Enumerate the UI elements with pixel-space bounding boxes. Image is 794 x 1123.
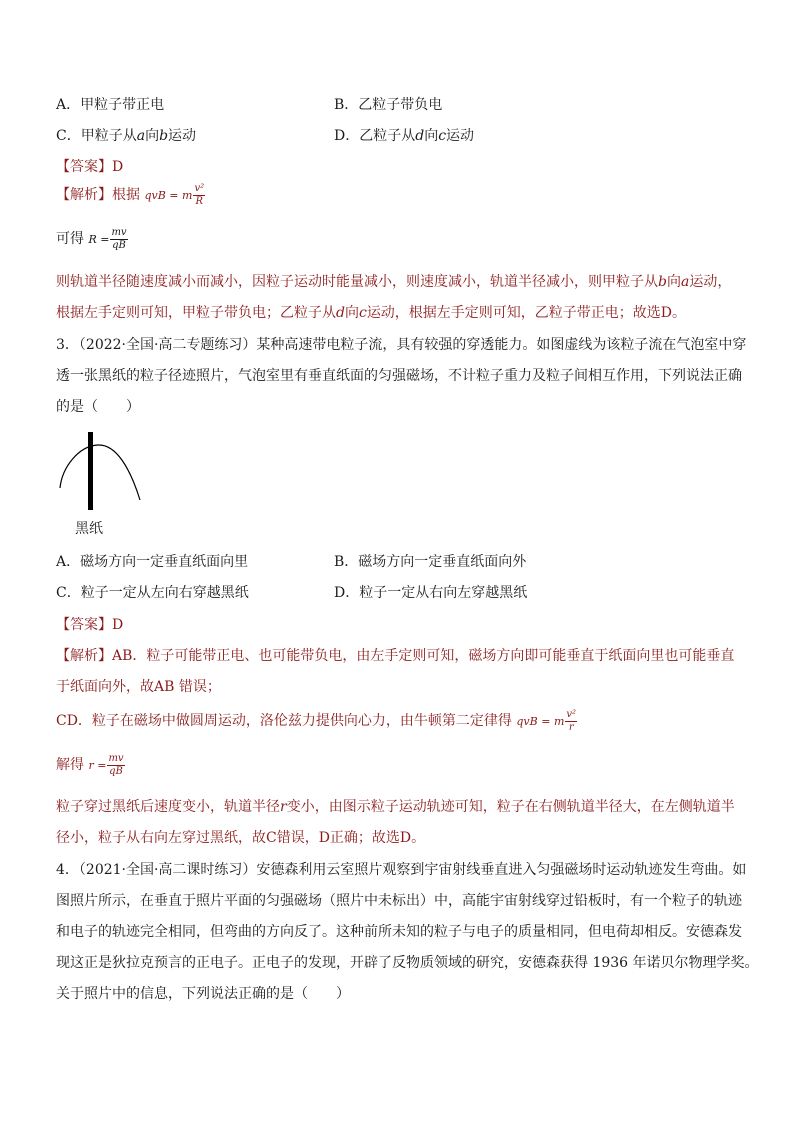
q3-analysis-line-1 — [56, 646, 734, 666]
particle-track — [60, 445, 140, 500]
q2-option-c-post: 运动 — [168, 128, 197, 144]
q2-option-d[interactable] — [334, 126, 474, 146]
equation-R: R = — [88, 233, 110, 246]
black-paper-figure — [50, 428, 160, 540]
point-a: a — [136, 128, 146, 144]
q4-stem-line-2: 图照片所示，在垂直于照片平面的匀强磁场（照片中未标出）中，高能宇宙射线穿过铅板时，有一个粒子的轨迹 — [56, 893, 742, 909]
q3-stem-line-1: 3．（2022·全国·高二专题练习）某种高速带电粒子流，具有较强的穿透能力。如图虚线为该粒子流在气泡室中穿 — [56, 337, 747, 353]
q2-option-c[interactable] — [56, 126, 196, 146]
q3-analysis-line-2: 于纸面向外，故AB 错误； — [56, 679, 221, 695]
q2-analysis-text-1 — [56, 272, 731, 292]
q2-derived-formula — [56, 226, 129, 253]
text-segment: 向 — [666, 274, 681, 290]
equation-qvb: qvB = m — [516, 715, 565, 728]
fraction-denominator: qB — [109, 765, 123, 777]
text-segment: 则轨道半径随速度减小而减小，因粒子运动时能量减小，则速度减小，轨道半径减小，则甲粒子从 — [56, 274, 658, 290]
point-d: d — [336, 305, 345, 321]
text-segment: 运动，根据左手定则可知，乙粒子带正电；故选D。 — [366, 305, 687, 321]
equation-qvb: qvB = m — [144, 189, 193, 202]
q3-answer: 【答案】D — [56, 617, 124, 633]
derive-pre: 解得 — [56, 757, 84, 773]
q2-option-c-mid: 向 — [145, 128, 160, 144]
fraction-mv-over-qB — [107, 753, 124, 778]
fraction-numerator: v² — [566, 708, 577, 720]
q3-option-b[interactable]: B．磁场方向一定垂直纸面向外 — [334, 554, 527, 570]
fraction-v2-over-R — [193, 183, 205, 208]
point-c: c — [438, 128, 447, 144]
q3-option-d[interactable]: D．粒子一定从右向左穿越黑纸 — [334, 585, 528, 601]
point-b: b — [159, 128, 169, 144]
text-segment: 根据左手定则可知，甲粒子带负电；乙粒子从 — [56, 305, 336, 321]
q4-stem-line-1: 4．（2021·全国·高二课时练习）安德森利用云室照片观察到宇宙射线垂直进入匀强磁场时运动轨迹发生弯曲。如 — [56, 862, 747, 878]
q3-analysis-line-3 — [56, 708, 578, 735]
q2-option-d-post: 运动 — [446, 128, 475, 144]
q3-option-c[interactable]: C．粒子一定从左向右穿越黑纸 — [56, 585, 249, 601]
point-c: c — [358, 305, 367, 321]
fraction-denominator: qB — [112, 239, 126, 251]
q3-option-a[interactable]: A．磁场方向一定垂直纸面向里 — [56, 554, 249, 570]
text-segment: 向 — [344, 305, 359, 321]
q2-option-a[interactable]: A．甲粒子带正电 — [56, 97, 165, 113]
black-paper — [88, 432, 93, 510]
q4-stem-line-5: 关于照片中的信息，下列说法正确的是（ ） — [56, 986, 350, 1002]
fraction-v2-over-r — [565, 709, 577, 734]
analysis-text: 变小，由图示粒子运动轨迹可知，粒子在右侧轨道半径大，在左侧轨道半 — [286, 799, 735, 815]
q3-analysis-line-5: 径小，粒子从右向左穿过黑纸，故C错误，D正确；故选D。 — [56, 830, 426, 846]
q3-derived-formula — [56, 752, 126, 779]
point-b: b — [658, 274, 667, 290]
analysis-text: CD．粒子在磁场中做圆周运动，洛伦兹力提供向心力，由牛顿第二定律得 — [56, 713, 512, 729]
q3-stem-line-2: 透一张黑纸的粒子径迹照片，气泡室里有垂直纸面的匀强磁场，不计粒子重力及粒子间相互作用，下列说法正确 — [56, 368, 742, 384]
q2-analysis-text-2 — [56, 303, 686, 323]
text-segment: 运动， — [689, 274, 732, 290]
analysis-label: 【解析】 — [56, 187, 112, 203]
fraction-denominator: R — [193, 195, 205, 208]
fraction-numerator: mv — [111, 226, 127, 238]
q2-answer: 【答案】D — [56, 159, 124, 175]
fraction-denominator: r — [565, 721, 577, 734]
fraction-mv-over-qB — [110, 227, 127, 252]
q2-option-d-mid: 向 — [424, 128, 439, 144]
analysis-text: 粒子穿过黑纸后速度变小，轨道半径 — [56, 799, 280, 815]
point-d: d — [415, 128, 425, 144]
q4-stem-line-4: 现这正是狄拉克预言的正电子。正电子的发现，开辟了反物质领域的研究，安德森获得 1936 年诺贝尔物理学奖。 — [56, 955, 759, 971]
derive-pre: 可得 — [56, 231, 84, 247]
q4-stem-line-3: 和电子的轨迹完全相同，但弯曲的方向反了。这种前所未知的粒子与电子的质量相同，但电荷却相反。安德森发 — [56, 924, 742, 940]
fraction-numerator: mv — [108, 752, 124, 764]
q2-option-b[interactable]: B．乙粒子带负电 — [334, 97, 443, 113]
figure-label: 黑纸 — [75, 521, 103, 537]
equation-r: r = — [88, 759, 107, 772]
q2-option-c-pre: C．甲粒子从 — [56, 128, 137, 144]
analysis-label: 【解析】 — [56, 648, 112, 664]
analysis-text: AB．粒子可能带正电、也可能带负电，由左手定则可知，磁场方向即可能垂直于纸面向里也可能垂直 — [112, 648, 735, 664]
q3-stem-line-3: 的是（ ） — [56, 399, 140, 415]
q3-analysis-line-4 — [56, 797, 735, 817]
point-a: a — [680, 274, 690, 290]
fraction-numerator: v² — [194, 182, 205, 194]
analysis-pre: 根据 — [112, 187, 140, 203]
radius-symbol: r — [280, 799, 287, 815]
q2-option-d-pre: D．乙粒子从 — [334, 128, 416, 144]
q2-analysis-formula — [56, 182, 206, 209]
